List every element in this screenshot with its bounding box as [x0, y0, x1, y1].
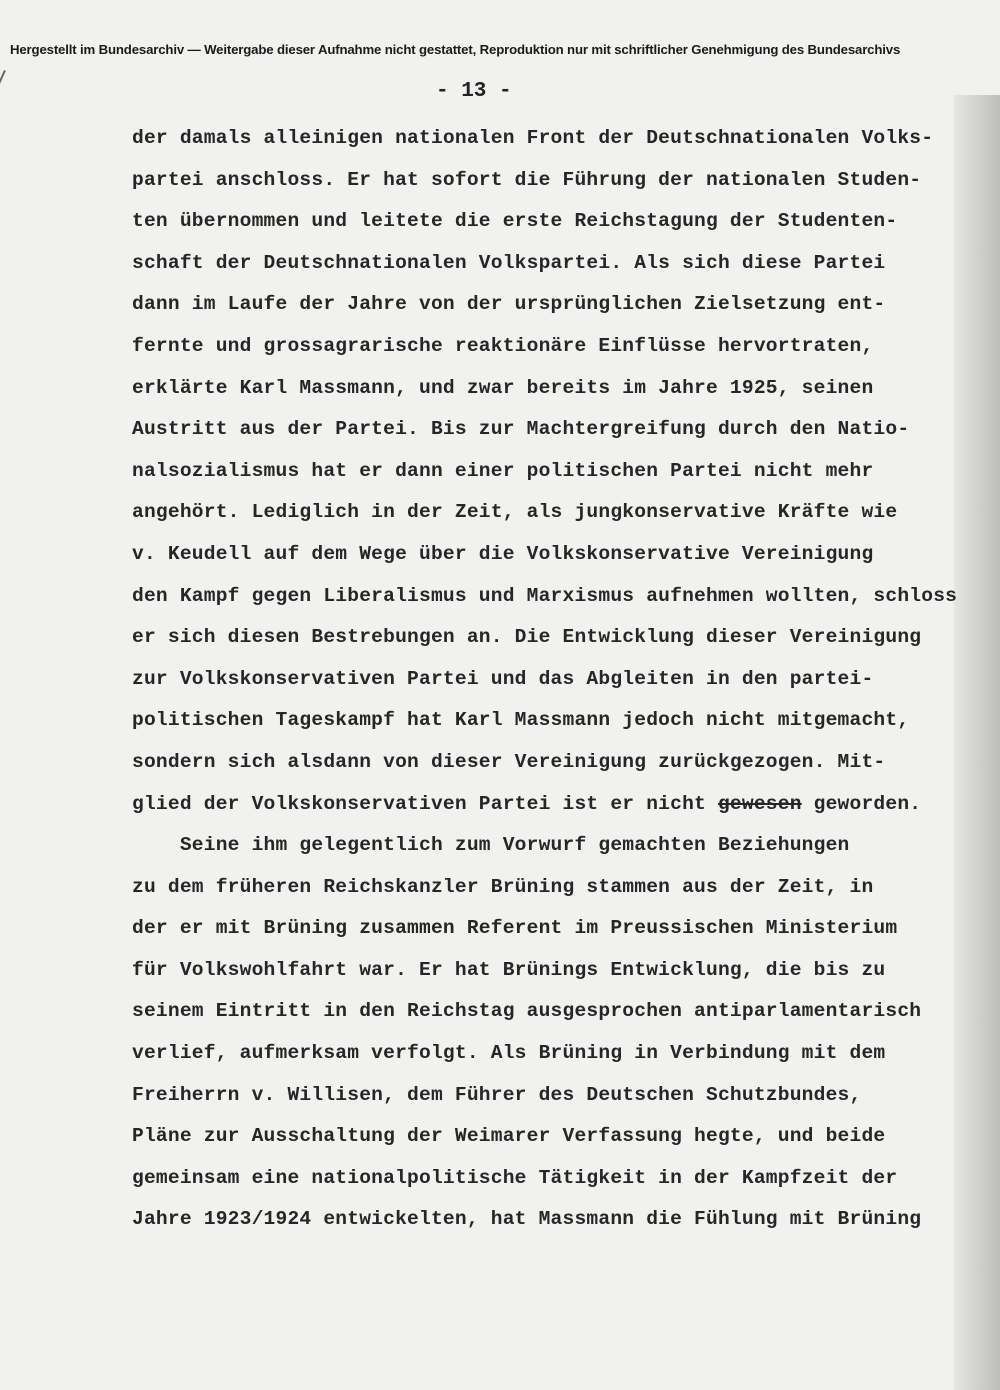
body-line: Pläne zur Ausschaltung der Weimarer Verfassung hegte, und beide [132, 1125, 886, 1148]
body-line: verlief, aufmerksam verfolgt. Als Brüning in Verbindung mit dem [132, 1042, 886, 1065]
body-line: für Volkswohlfahrt war. Er hat Brünings Entwicklung, die bis zu [132, 958, 886, 981]
body-line: fernte und grossagrarische reaktionäre Einflüsse hervortraten, [132, 334, 874, 357]
body-line: der er mit Brüning zusammen Referent im Preussischen Ministerium [132, 917, 898, 940]
body-line: er sich diesen Bestrebungen an. Die Entwicklung dieser Vereinigung [132, 626, 922, 649]
typewritten-body [132, 118, 972, 1241]
body-line: zur Volkskonservativen Partei und das Abgleiten in den partei- [132, 667, 874, 690]
body-line: seinem Eintritt in den Reichstag ausgesprochen antiparlamentarisch [132, 1000, 922, 1023]
line-text: glied der Volkskonservativen Partei ist er nicht [132, 792, 718, 815]
body-line: ten übernommen und leitete die erste Reichstagung der Studenten- [132, 210, 898, 233]
body-line: schaft der Deutschnationalen Volkspartei. Als sich diese Partei [132, 251, 886, 274]
body-line: den Kampf gegen Liberalismus und Marxismus aufnehmen wollten, schloss [132, 584, 958, 607]
body-line: partei anschloss. Er hat sofort die Führung der nationalen Studen- [132, 168, 922, 191]
body-line: erklärte Karl Massmann, und zwar bereits im Jahre 1925, seinen [132, 376, 874, 399]
body-line: angehört. Lediglich in der Zeit, als jungkonservative Kräfte wie [132, 501, 898, 524]
line-text: geworden. [801, 792, 922, 815]
body-line: politischen Tageskampf hat Karl Massmann jedoch nicht mitgemacht, [132, 709, 910, 732]
body-line-with-correction [132, 784, 972, 826]
pencil-mark [0, 70, 6, 199]
body-line: der damals alleinigen nationalen Front der Deutschnationalen Volks- [132, 127, 934, 149]
paragraph-start-line: Seine ihm gelegentlich zum Vorwurf gemachten Beziehungen [132, 834, 850, 857]
page-number: - 13 - [436, 80, 512, 103]
body-line: dann im Laufe der Jahre von der ursprünglichen Zielsetzung ent- [132, 293, 886, 316]
body-line: Austritt aus der Partei. Bis zur Machtergreifung durch den Natio- [132, 418, 910, 441]
body-line: gemeinsam eine nationalpolitische Tätigkeit in der Kampfzeit der [132, 1166, 898, 1189]
body-line: zu dem früheren Reichskanzler Brüning stammen aus der Zeit, in [132, 875, 874, 898]
archive-notice: Hergestellt im Bundesarchiv — Weitergabe dieser Aufnahme nicht gestattet, Reproduktion nur mit schriftlicher Genehmigung des Bundesarchivs [10, 42, 901, 57]
body-line: nalsozialismus hat er dann einer politischen Partei nicht mehr [132, 459, 874, 482]
body-line: Jahre 1923/1924 entwickelten, hat Massmann die Fühlung mit Brüning [132, 1208, 922, 1231]
body-line: v. Keudell auf dem Wege über die Volkskonservative Vereinigung [132, 542, 874, 565]
body-line: sondern sich alsdann von dieser Vereinigung zurückgezogen. Mit- [132, 750, 886, 773]
struck-word: gewesen [717, 792, 802, 815]
body-line: Freiherrn v. Willisen, dem Führer des Deutschen Schutzbundes, [132, 1083, 862, 1106]
